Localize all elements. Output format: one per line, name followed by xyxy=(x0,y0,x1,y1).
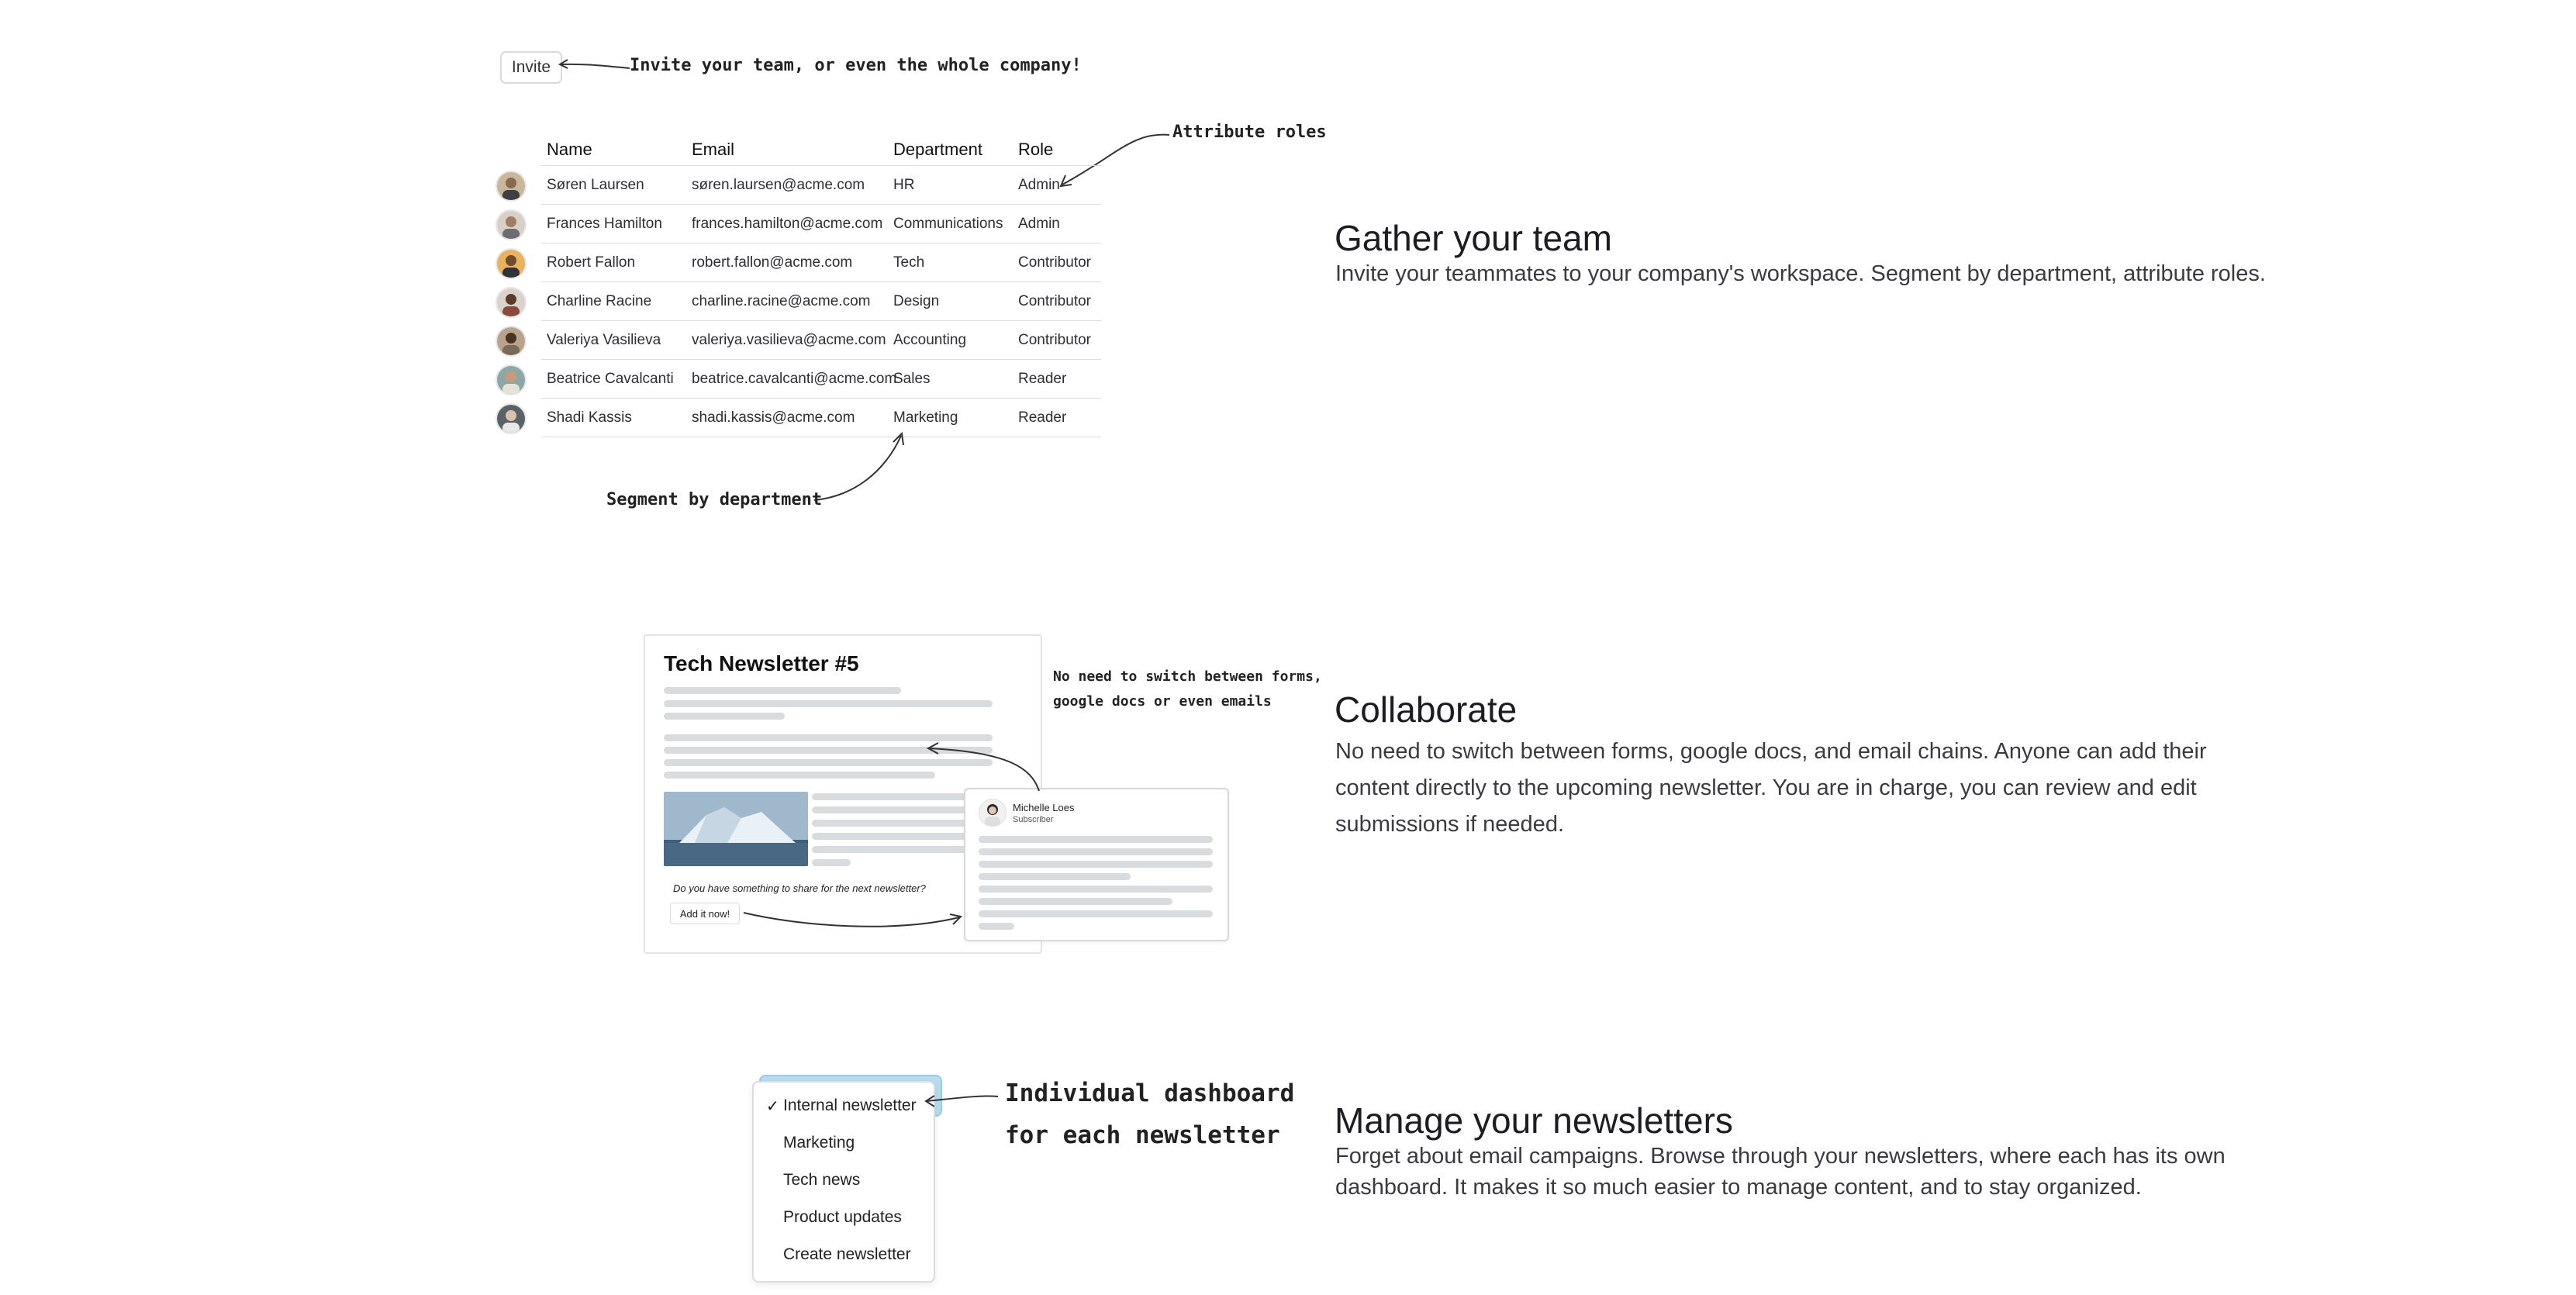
dashboard-note-line2: for each newsletter xyxy=(1005,1121,1280,1149)
section-heading-manage: Manage your newsletters xyxy=(1335,1100,1733,1141)
column-header-department: Department xyxy=(893,140,982,159)
member-name: Frances Hamilton xyxy=(547,216,662,232)
column-header-role: Role xyxy=(1018,140,1054,159)
member-role: Admin xyxy=(1018,177,1060,193)
member-name: Valeriya Vasilieva xyxy=(547,332,661,348)
table-row[interactable] xyxy=(496,282,1101,321)
member-department: Sales xyxy=(893,371,931,387)
section-description-collaborate-line1: No need to switch between forms, google docs, and email chains. Anyone can add their xyxy=(1335,739,2207,764)
check-icon: ✓ xyxy=(766,1098,779,1115)
team-table xyxy=(496,136,1101,437)
member-email: robert.fallon@acme.com xyxy=(692,254,853,271)
section-heading-collaborate: Collaborate xyxy=(1335,689,1518,730)
department-note: Segment by department xyxy=(606,490,823,509)
member-name: Robert Fallon xyxy=(547,254,636,271)
table-header xyxy=(496,136,1101,166)
section-description-collaborate-line3: submissions if needed. xyxy=(1335,812,1564,837)
table-row[interactable] xyxy=(496,166,1101,205)
member-name: Charline Racine xyxy=(547,293,652,309)
collaborate-arrow xyxy=(923,737,1047,799)
member-name: Søren Laursen xyxy=(547,177,644,193)
member-department: HR xyxy=(893,177,915,193)
submission-arrow xyxy=(741,903,973,934)
avatar xyxy=(497,211,525,239)
section-description-manage-line2: dashboard. It makes it so much easier to manage content, and to stay organized. xyxy=(1335,1175,2142,1200)
avatar xyxy=(497,172,525,200)
collaborate-note-line2: google docs or even emails xyxy=(1053,693,1272,710)
subscriber-role: Subscriber xyxy=(1013,815,1054,824)
member-role: Contributor xyxy=(1018,332,1091,348)
subscriber-name: Michelle Loes xyxy=(1013,802,1075,813)
member-email: beatrice.cavalcanti@acme.com xyxy=(692,371,897,387)
member-department: Communications xyxy=(893,216,1003,232)
table-row[interactable] xyxy=(496,399,1101,437)
member-role: Reader xyxy=(1018,371,1067,387)
member-email: charline.racine@acme.com xyxy=(692,293,871,309)
avatar xyxy=(497,405,525,433)
invite-note: Invite your team, or even the whole company! xyxy=(630,56,1082,75)
invite-button[interactable]: Invite xyxy=(500,51,562,84)
section-description-collaborate-line2: content directly to the upcoming newsletter. You are in charge, you can review and edit xyxy=(1335,775,2197,800)
member-email: valeriya.vasilieva@acme.com xyxy=(692,332,886,348)
member-name: Shadi Kassis xyxy=(547,409,632,426)
member-department: Tech xyxy=(893,254,925,271)
menu-item-create-newsletter[interactable]: Create newsletter xyxy=(783,1245,911,1263)
collaborate-note-line1: No need to switch between forms, xyxy=(1053,668,1322,685)
newsletter-dropdown-menu xyxy=(752,1081,935,1283)
column-header-name: Name xyxy=(547,140,592,159)
section-heading-team: Gather your team xyxy=(1335,218,1612,258)
share-question: Do you have something to share for the next newsletter? xyxy=(673,882,926,894)
invite-arrow xyxy=(543,51,636,82)
member-role: Contributor xyxy=(1018,254,1091,271)
member-role: Admin xyxy=(1018,216,1060,232)
section-description-team: Invite your teammates to your company's workspace. Segment by department, attribute roles. xyxy=(1335,261,2266,286)
roles-note: Attribute roles xyxy=(1172,123,1327,142)
department-arrow xyxy=(806,426,915,512)
avatar xyxy=(497,327,525,355)
section-description-manage-line1: Forget about email campaigns. Browse through your newsletters, where each has its own xyxy=(1335,1144,2226,1169)
table-row[interactable] xyxy=(496,360,1101,399)
member-email: søren.laursen@acme.com xyxy=(692,177,865,193)
dashboard-arrow xyxy=(919,1086,1004,1117)
member-role: Reader xyxy=(1018,409,1067,426)
table-row[interactable] xyxy=(496,321,1101,360)
member-role: Contributor xyxy=(1018,293,1091,309)
column-header-email: Email xyxy=(692,140,735,159)
newsletter-title: Tech Newsletter #5 xyxy=(664,651,859,675)
dashboard-note-line1: Individual dashboard xyxy=(1005,1079,1295,1107)
menu-item-tech-news[interactable]: Tech news xyxy=(783,1171,861,1189)
member-email: frances.hamilton@acme.com xyxy=(692,216,883,232)
menu-item-product-updates[interactable]: Product updates xyxy=(783,1208,902,1226)
iceberg-image xyxy=(664,792,808,866)
member-name: Beatrice Cavalcanti xyxy=(547,371,674,387)
avatar xyxy=(497,288,525,316)
menu-item-marketing[interactable]: Marketing xyxy=(783,1134,855,1152)
add-it-now-button[interactable]: Add it now! xyxy=(670,903,740,924)
menu-item-internal-newsletter[interactable]: Internal newsletter xyxy=(783,1096,917,1114)
table-row[interactable] xyxy=(496,243,1101,282)
member-email: shadi.kassis@acme.com xyxy=(692,409,855,426)
subscriber-avatar xyxy=(979,799,1007,827)
table-row[interactable] xyxy=(496,205,1101,243)
member-department: Accounting xyxy=(893,332,967,348)
member-department: Design xyxy=(893,293,940,309)
avatar xyxy=(497,250,525,278)
member-department: Marketing xyxy=(893,409,958,426)
avatar xyxy=(497,366,525,394)
